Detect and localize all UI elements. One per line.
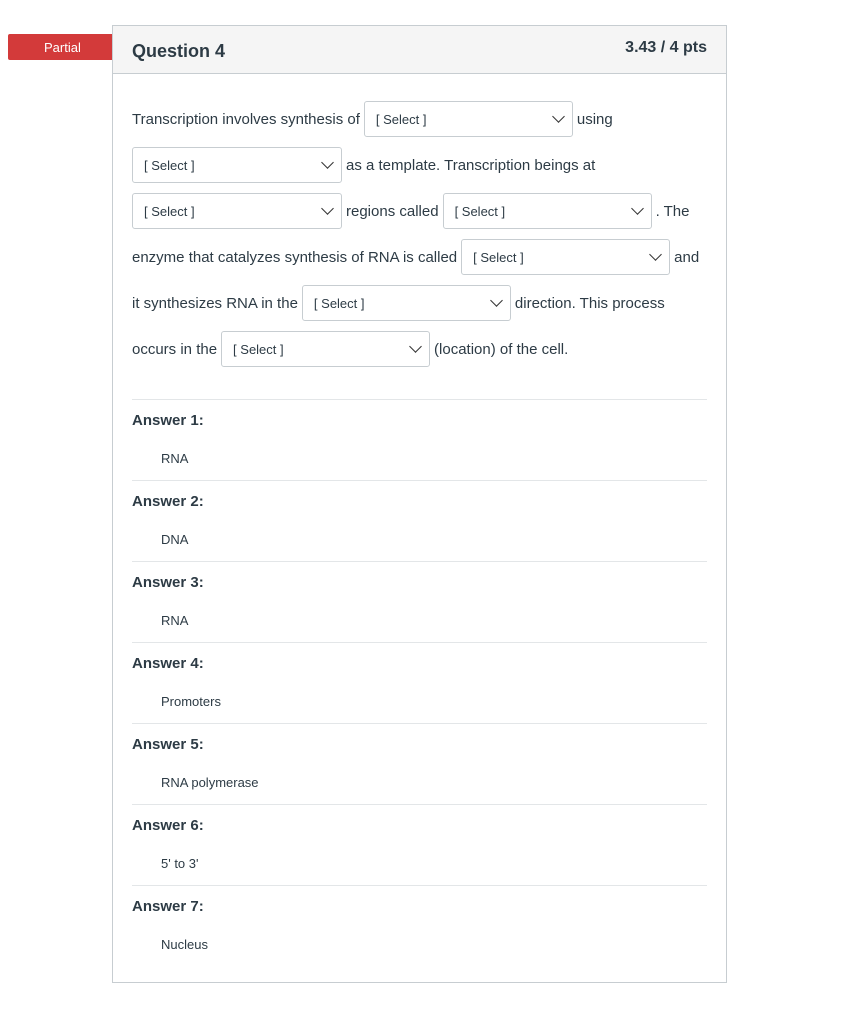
answer-block-4 bbox=[132, 643, 707, 723]
chevron-down-icon bbox=[321, 202, 334, 215]
answer-7-select[interactable] bbox=[221, 331, 430, 367]
prompt-text: it synthesizes RNA in the bbox=[132, 294, 298, 312]
prompt-line-2 bbox=[132, 147, 595, 183]
prompt-line-6 bbox=[132, 331, 568, 367]
prompt-line-5 bbox=[132, 285, 665, 321]
answer-value: RNA polymerase bbox=[161, 775, 259, 790]
prompt-line-3 bbox=[132, 193, 689, 229]
select-placeholder: [ Select ] bbox=[473, 249, 524, 265]
answer-label: Answer 7: bbox=[132, 898, 204, 915]
prompt-text: . The bbox=[655, 202, 690, 220]
status-label: Partial bbox=[44, 39, 81, 55]
prompt-text: (location) of the cell. bbox=[434, 340, 569, 358]
prompt-text: direction. This process bbox=[514, 294, 665, 312]
chevron-down-icon bbox=[409, 340, 422, 353]
prompt-line-4 bbox=[132, 239, 699, 275]
answer-value: RNA bbox=[161, 451, 189, 466]
answer-label: Answer 4: bbox=[132, 655, 204, 672]
answer-label: Answer 6: bbox=[132, 817, 204, 834]
answer-label: Answer 1: bbox=[132, 412, 204, 429]
question-title: Question 4 bbox=[132, 41, 226, 61]
answer-block-6 bbox=[132, 805, 707, 885]
prompt-text: regions called bbox=[346, 202, 439, 220]
chevron-down-icon bbox=[552, 110, 565, 123]
answer-value: Nucleus bbox=[161, 937, 208, 952]
prompt-line-1 bbox=[132, 101, 613, 137]
prompt-text: using bbox=[576, 110, 613, 128]
prompt-text: occurs in the bbox=[132, 340, 218, 358]
answer-label: Answer 3: bbox=[132, 574, 204, 591]
question-prompt bbox=[132, 74, 707, 399]
answer-2-select[interactable] bbox=[132, 147, 342, 183]
question-header bbox=[113, 26, 726, 74]
chevron-down-icon bbox=[321, 156, 334, 169]
answer-1-select[interactable] bbox=[364, 101, 573, 137]
chevron-down-icon bbox=[490, 294, 503, 307]
answer-block-3 bbox=[132, 562, 707, 642]
select-placeholder: [ Select ] bbox=[375, 111, 427, 127]
chevron-down-icon bbox=[631, 202, 644, 215]
answer-value: RNA bbox=[161, 613, 189, 628]
answer-4-select[interactable] bbox=[443, 193, 652, 229]
answer-value: Promoters bbox=[161, 694, 221, 709]
prompt-text: as a template. Transcription beings at bbox=[346, 156, 596, 174]
prompt-text: and bbox=[674, 248, 700, 266]
prompt-text: Transcription involves synthesis of bbox=[132, 110, 360, 128]
answer-block-1 bbox=[132, 400, 707, 480]
answer-label: Answer 2: bbox=[132, 493, 204, 510]
answer-value: 5' to 3' bbox=[161, 856, 199, 871]
answer-block-2 bbox=[132, 481, 707, 561]
answer-label: Answer 5: bbox=[132, 736, 204, 753]
question-card bbox=[112, 25, 727, 983]
select-placeholder: [ Select ] bbox=[313, 295, 365, 311]
answer-value: DNA bbox=[161, 532, 189, 547]
answer-5-select[interactable] bbox=[461, 239, 670, 275]
partial-status-ribbon bbox=[8, 34, 118, 60]
question-body bbox=[113, 74, 726, 966]
answer-block-5 bbox=[132, 724, 707, 804]
select-placeholder: [ Select ] bbox=[144, 157, 195, 173]
select-placeholder: [ Select ] bbox=[144, 203, 195, 219]
question-points: 3.43 / 4 pts bbox=[625, 38, 707, 56]
answer-3-select[interactable] bbox=[132, 193, 342, 229]
select-placeholder: [ Select ] bbox=[233, 341, 284, 357]
prompt-text: enzyme that catalyzes synthesis of RNA is called bbox=[132, 248, 458, 266]
chevron-down-icon bbox=[649, 248, 662, 261]
answer-block-7 bbox=[132, 886, 707, 966]
answer-6-select[interactable] bbox=[302, 285, 511, 321]
select-placeholder: [ Select ] bbox=[454, 203, 506, 219]
